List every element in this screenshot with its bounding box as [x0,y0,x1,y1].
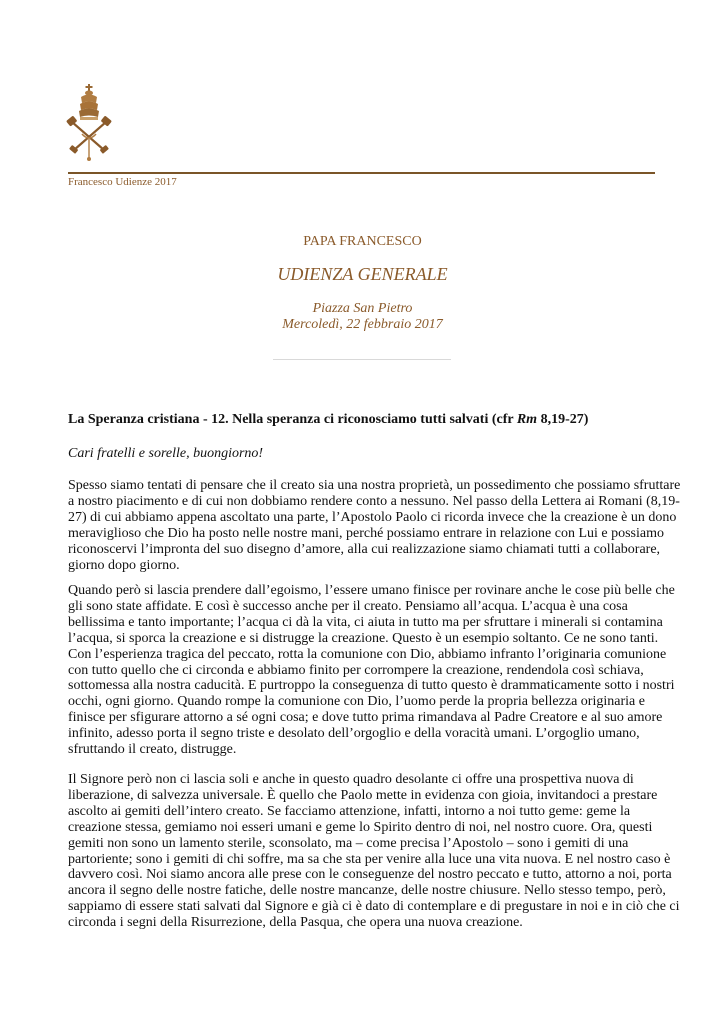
greeting: Cari fratelli e sorelle, buongiorno! [68,446,264,461]
separator [273,359,451,360]
paragraph-line: Quando però si lascia prendere dall’egoismo, l’essere umano finisce per rovinare anche le cose più belle che [68,583,675,598]
paragraph-line: ancora il segno delle nostre fatiche, delle nostre mancanze, delle nostre chiusure. Nello stesso tempo, però, [68,883,666,899]
heading-reference: Rm [516,412,538,427]
paragraph-line: sappiamo di essere stati salvati dal Signore e già ci è dato di contemplare e di pregustare in noi e in ciò che ci [68,899,680,915]
heading-verses: 8,19-27) [537,412,589,427]
place-and-date [0,301,725,333]
paragraph-1 [68,478,681,573]
date: Mercoledì, 22 febbraio 2017 [282,317,443,332]
paragraph-line: 27) di cui abbiamo appena ascoltato una parte, l’Apostolo Paolo ci ricorda invece che la creazione è un dono [68,509,677,525]
paragraph-line: gli sono state affidate. E così è successo anche per il creato. Pensiamo all’acqua. L’acqua è una cosa [68,598,628,614]
paragraph-line: giorno dopo giorno. [68,557,180,573]
section-heading [68,412,588,428]
site-title: Francesco Udienze 2017 [68,176,177,188]
paragraph-line: bellissima e tanto importante; l’acqua ci dà la vita, ci aiuta in tutto ma per sfruttare i minerali si contamina [68,614,663,630]
paragraph-line: Con l’esperienza tragica del peccato, rotta la comunione con Dio, abbiamo infranto l’originaria comunione [68,646,667,662]
paragraph-line: partoriente; sono i gemiti di chi soffre, ma sa che sta per venire alla luce una vita nuova. E nel nostro caso è [68,851,671,867]
paragraph-line: ascolto ai gemiti dell’intero creato. Se facciamo attenzione, infatti, intorno a noi tutto geme: geme la [68,803,631,819]
paragraph-line: riconoscervi l’impronta del suo disegno d’amore, alla cui realizzazione siamo chiamati tutti a collaborare, [68,541,661,557]
paragraph-line: creazione stessa, gemiamo noi esseri umani e geme lo Spirito dentro di noi, nel nostro cuore. Ora, questi [68,819,653,835]
paragraph-2 [68,583,675,758]
paragraph-line: l’acqua, si sporca la creazione e si distrugge la creazione. Questo è un esempio soltanto. Ce ne sono tanti. [68,630,659,646]
author-name: PAPA FRANCESCO [303,234,422,249]
paragraph-line: meraviglioso che Dio ha posto nelle nostre mani, perché possiamo entrare in relazione con Lui e possiamo [68,525,664,541]
paragraph-line: gemiti non sono un lamento sterile, sconsolato, ma – come precisa l’Apostolo – sono i gemiti di una [68,835,629,851]
paragraph-line: finisce per sfigurare attorno a sé ogni cosa; e dove tutto prima rimandava al Padre Creatore e al suo amore [68,710,663,726]
paragraph-line: Il Signore però non ci lascia soli e anche in questo quadro desolante ci offre una prospettiva nuova di [68,772,634,787]
paragraph-line: sfruttando il creato, distrugge. [68,742,237,758]
paragraph-line: davvero così. Noi siamo ancora alle prese con le conseguenze del nostro peccato e tutto, attorno a noi, porta [68,867,672,883]
paragraph-line: con tutto quello che ci circonda e abbiamo finito per corrompere la creazione, rendendola così schiava, [68,662,644,678]
paragraph-line: circonda i segni della Risurrezione, della Pasqua, che opera una nuova creazione. [68,915,523,931]
heading-text: La Speranza cristiana - 12. Nella speranza ci riconosciamo tutti salvati (cfr [68,412,517,427]
paragraph-3 [68,772,680,931]
header-rule [68,172,655,174]
paragraph-line: a nostro piacimento e di cui non dobbiamo rendere conto a nessuno. Nel passo della Lettera ai Romani (8,19- [68,493,680,509]
place: Piazza San Pietro [312,301,413,316]
page-title: UDIENZA GENERALE [277,264,448,284]
paragraph-line: occhi, ogni giorno. Quando rompe la comunione con Dio, l’uomo perde la propria bellezza originaria e [68,694,645,710]
paragraph-line: sottomessa alla nostra caducità. E purtroppo la conseguenza di tutto questo è drammaticamente sotto i nostri [68,678,675,694]
papal-coat-of-arms-icon [64,84,114,162]
paragraph-line: Spesso siamo tentati di pensare che il creato sia una nostra proprietà, un possedimento che possiamo sfruttare [68,478,681,493]
paragraph-line: infinito, adesso porta il segno triste e desolato dell’orgoglio e della voracità umani. L’orgoglio umano, [68,726,640,742]
paragraph-line: liberazione, di salvezza universale. È quello che Paolo mette in evidenza con gioia, invitandoci a prestare [68,787,658,803]
